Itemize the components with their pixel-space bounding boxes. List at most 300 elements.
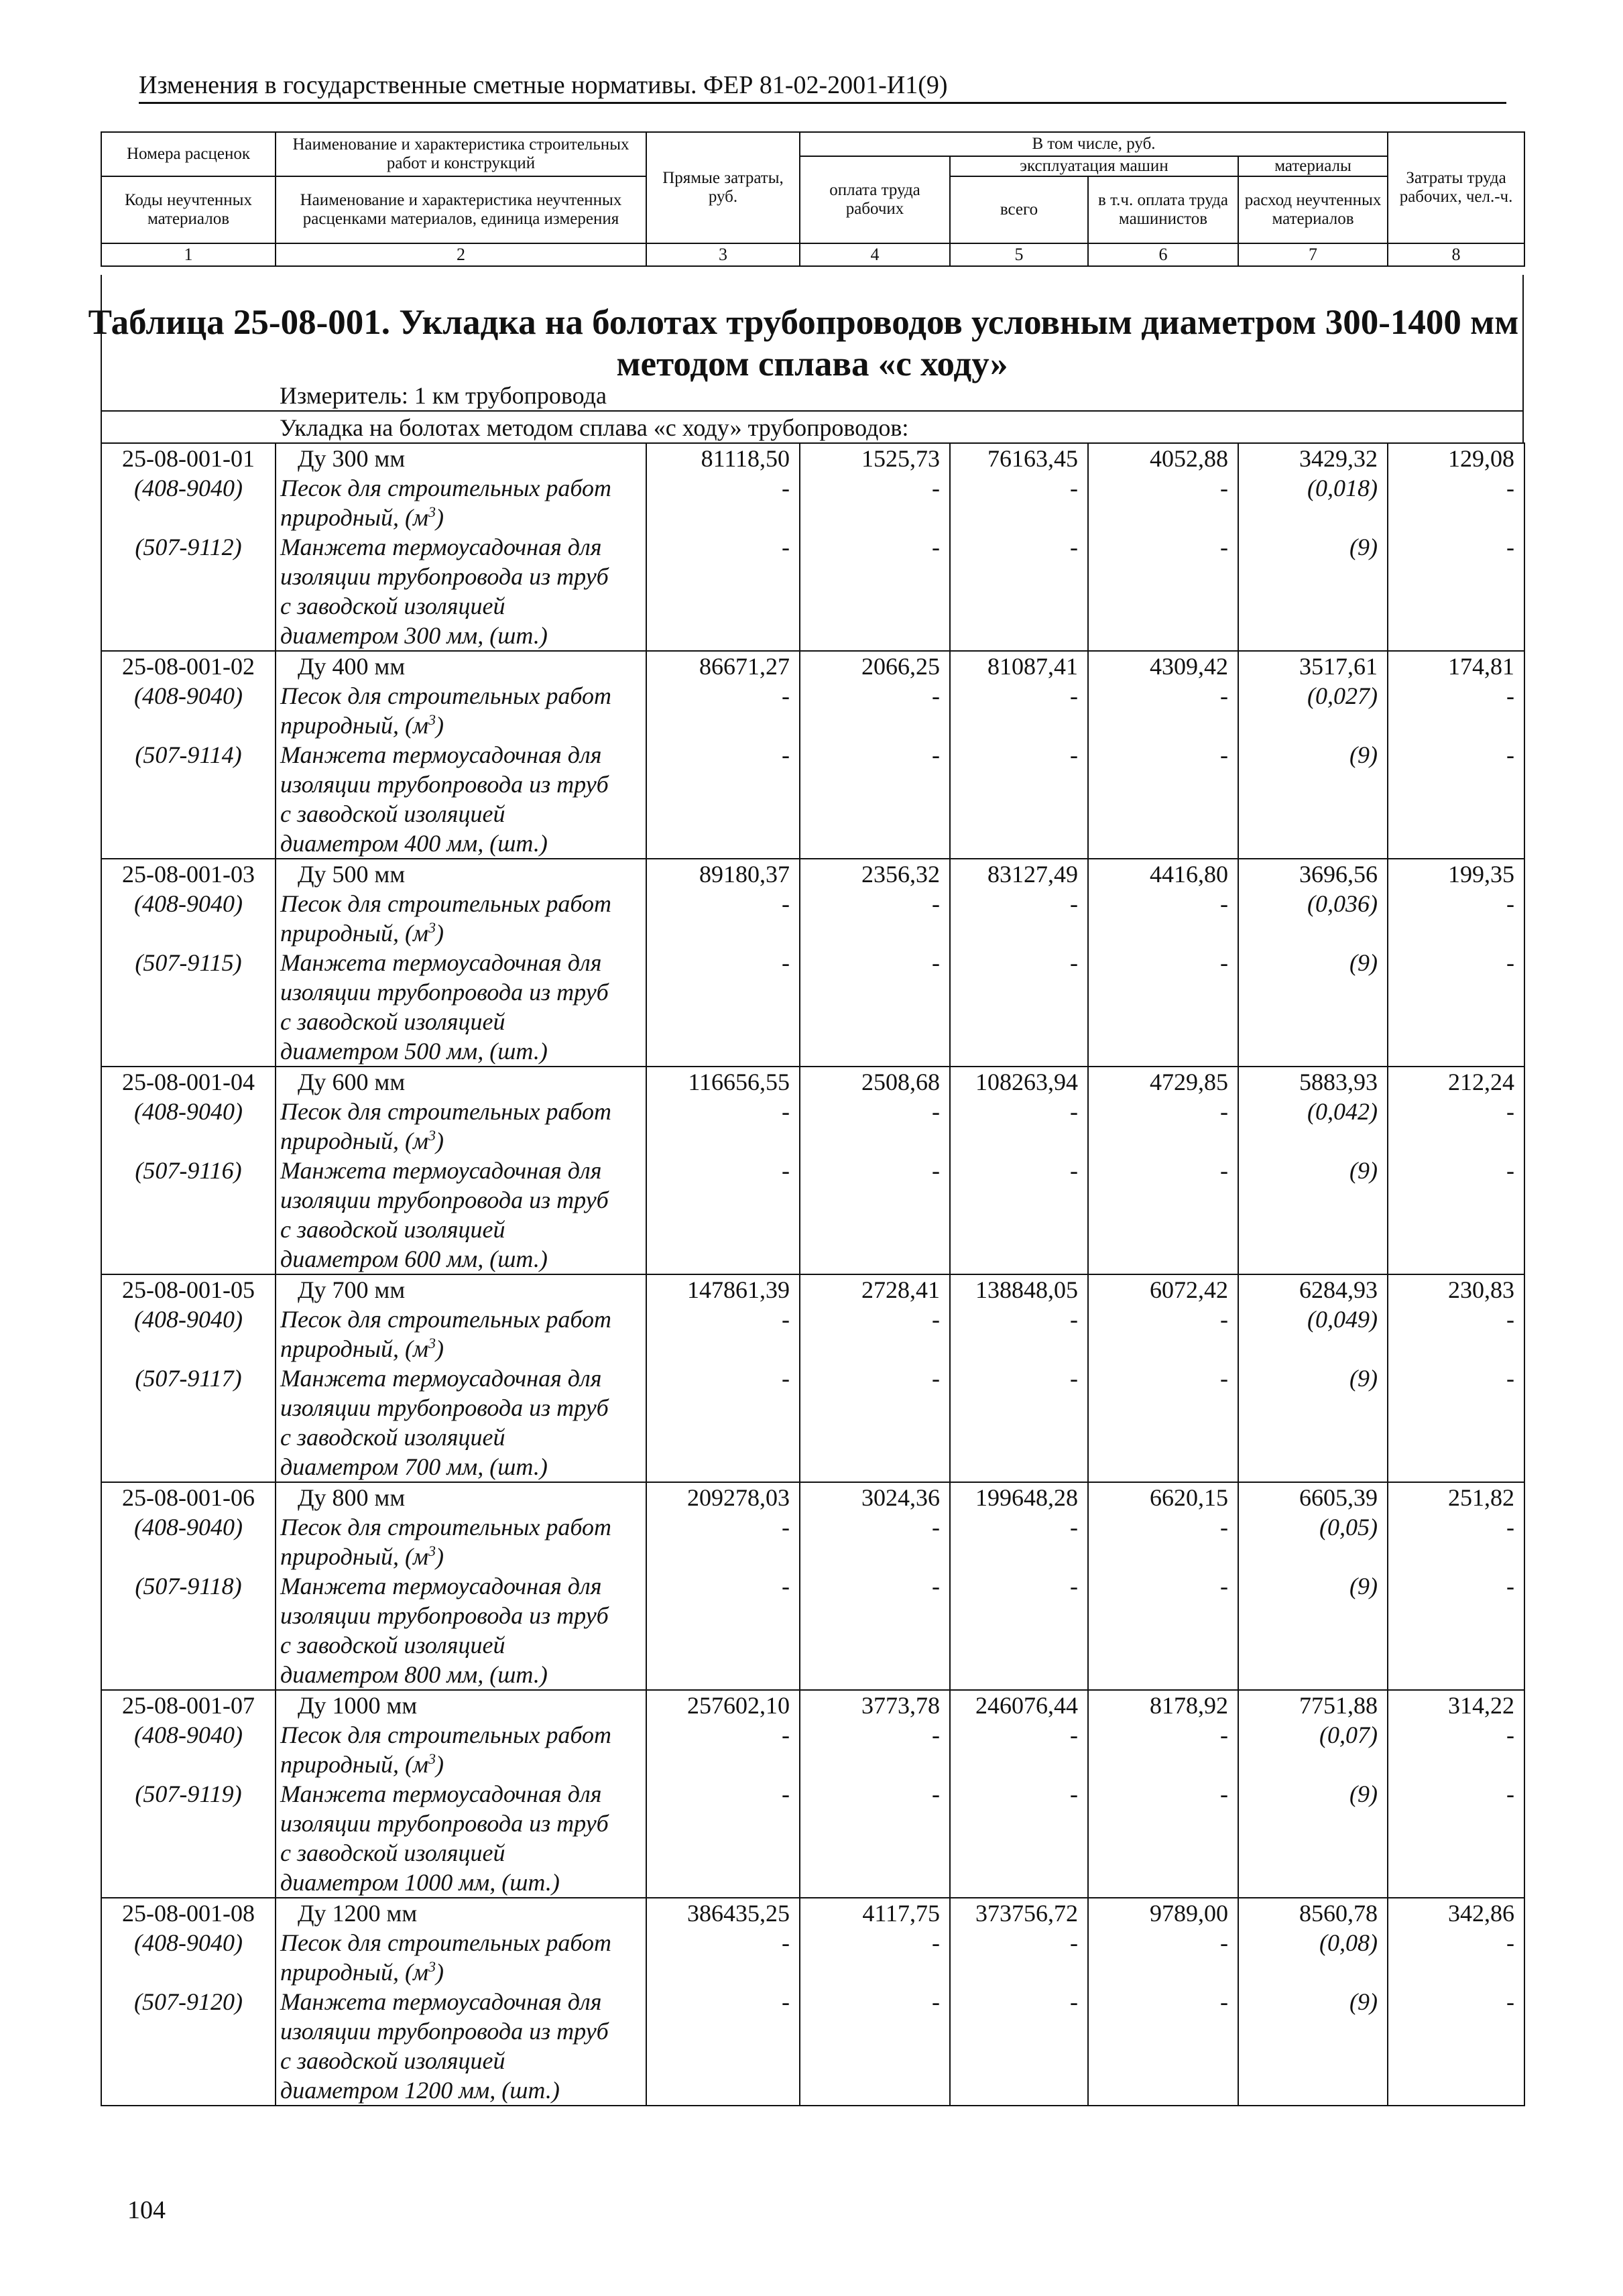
machinists-wage-cell xyxy=(1088,2075,1238,2106)
code-cell xyxy=(101,1660,276,1690)
materials-cell xyxy=(1238,770,1388,799)
name-cell xyxy=(276,1750,646,1779)
machines-total: - xyxy=(1070,1721,1078,1748)
machinists-wage-cell xyxy=(1088,1838,1238,1868)
wage-cell xyxy=(800,829,950,859)
materials-cell xyxy=(1238,711,1388,740)
name-cell xyxy=(276,1898,646,1928)
code-cell xyxy=(101,1898,276,1928)
machinists-wage-cell xyxy=(1088,1482,1238,1512)
machines-total: 108263,94 xyxy=(975,1069,1078,1095)
direct-cost-cell xyxy=(646,1215,800,1244)
name-cell xyxy=(276,532,646,562)
materials-cell xyxy=(1238,1393,1388,1423)
machines-total: - xyxy=(1070,1157,1078,1184)
material-name: Песок для строительных работ xyxy=(280,1306,612,1333)
labor-cost: - xyxy=(1506,949,1514,976)
machinists-wage-cell xyxy=(1088,1097,1238,1126)
machinists-wage-cell xyxy=(1088,1868,1238,1898)
materials-cell xyxy=(1238,1244,1388,1274)
name-cell xyxy=(276,799,646,829)
code-cell xyxy=(101,1750,276,1779)
wage-cell xyxy=(800,1720,950,1750)
name-cell xyxy=(276,977,646,1007)
machines-total-cell xyxy=(950,1007,1088,1036)
materials: 6284,93 xyxy=(1299,1276,1378,1303)
rate-row xyxy=(101,1898,1524,1928)
unit-close: ) xyxy=(435,920,444,947)
wage-cell xyxy=(800,1809,950,1838)
unit-superscript: 3 xyxy=(428,1543,436,1559)
machinists-wage-cell xyxy=(1088,948,1238,977)
unit-close: ) xyxy=(435,1543,444,1570)
labor-cost-cell xyxy=(1388,473,1524,503)
machinists-wage-cell xyxy=(1088,2046,1238,2075)
machines-total-cell xyxy=(950,2046,1088,2075)
machinists-wage: - xyxy=(1220,682,1228,709)
materials-cell xyxy=(1238,829,1388,859)
machinists-wage-cell xyxy=(1088,1660,1238,1690)
rate-subrow xyxy=(101,473,1524,503)
wage-cell xyxy=(800,1185,950,1215)
labor-cost-cell xyxy=(1388,740,1524,770)
rate-subrow xyxy=(101,1423,1524,1452)
material-code: (408-9040) xyxy=(134,1306,243,1333)
col1-header-top: Номера расценок xyxy=(101,132,276,176)
table-title xyxy=(88,275,1522,385)
material-name-text: природный, (м xyxy=(280,1128,428,1154)
materials-cell xyxy=(1238,503,1388,532)
direct-cost-cell xyxy=(646,1838,800,1868)
machinists-wage-cell xyxy=(1088,443,1238,473)
labor-cost-cell xyxy=(1388,948,1524,977)
wage: 2066,25 xyxy=(861,653,940,680)
direct-cost-cell xyxy=(646,1274,800,1305)
machines-total-cell xyxy=(950,1305,1088,1334)
name-cell xyxy=(276,2016,646,2046)
direct-cost: - xyxy=(782,1929,790,1956)
machines-total-cell xyxy=(950,1274,1088,1305)
rate-subrow xyxy=(101,1215,1524,1244)
material-name: Манжета термоусадочная для xyxy=(280,1988,602,2015)
rate-subrow xyxy=(101,2075,1524,2106)
machines-total-cell xyxy=(950,859,1088,889)
material-name: Манжета термоусадочная для xyxy=(280,1573,602,1599)
materials-cell xyxy=(1238,1423,1388,1452)
materials-cell xyxy=(1238,2075,1388,2106)
materials-cell xyxy=(1238,1305,1388,1334)
machines-total-cell xyxy=(950,740,1088,770)
machinists-wage: - xyxy=(1220,1365,1228,1392)
rate-row xyxy=(101,1690,1524,1720)
machinists-wage-cell xyxy=(1088,1957,1238,1987)
material-name-text: природный, (м xyxy=(280,920,428,947)
name-cell xyxy=(276,1274,646,1305)
material-name: Песок для строительных работ xyxy=(280,890,612,917)
direct-cost-cell xyxy=(646,1987,800,2016)
material-name-text: природный, (м xyxy=(280,1543,428,1570)
material-name: с заводской изоляцией xyxy=(280,1216,505,1243)
name-cell xyxy=(276,948,646,977)
unit-superscript: 3 xyxy=(428,503,436,520)
rate-subrow xyxy=(101,1364,1524,1393)
name-cell xyxy=(276,443,646,473)
machinists-wage-cell xyxy=(1088,740,1238,770)
machinists-wage-cell xyxy=(1088,1720,1238,1750)
unit-superscript: 3 xyxy=(428,1958,436,1975)
wage: - xyxy=(932,682,940,709)
materials: 3696,56 xyxy=(1299,861,1378,888)
rate-subrow xyxy=(101,1630,1524,1660)
direct-cost-cell xyxy=(646,1750,800,1779)
wage-cell xyxy=(800,1630,950,1660)
name-cell xyxy=(276,2046,646,2075)
machines-total-cell xyxy=(950,1067,1088,1097)
wage-cell xyxy=(800,1393,950,1423)
machinists-wage-cell xyxy=(1088,1750,1238,1779)
labor-cost-cell xyxy=(1388,2046,1524,2075)
machinists-wage-cell xyxy=(1088,681,1238,711)
wage: - xyxy=(932,475,940,501)
materials-cell xyxy=(1238,1750,1388,1779)
materials-cell xyxy=(1238,621,1388,651)
material-name xyxy=(280,504,444,531)
direct-cost: - xyxy=(782,1098,790,1125)
work-name: Ду 600 мм xyxy=(298,1069,406,1095)
machines-total: - xyxy=(1070,1306,1078,1333)
machines-total-cell xyxy=(950,1750,1088,1779)
wage-cell xyxy=(800,503,950,532)
rate-subrow xyxy=(101,1007,1524,1036)
materials-cell xyxy=(1238,473,1388,503)
machinists-wage-cell xyxy=(1088,1452,1238,1482)
machines-total-cell xyxy=(950,1482,1088,1512)
labor-cost-cell xyxy=(1388,1067,1524,1097)
code-cell xyxy=(101,1126,276,1156)
materials-cell xyxy=(1238,1097,1388,1126)
materials: (0,08) xyxy=(1319,1929,1378,1956)
machines-total-cell xyxy=(950,1423,1088,1452)
work-name: Ду 400 мм xyxy=(298,653,406,680)
machines-total: - xyxy=(1070,1988,1078,2015)
wage-cell xyxy=(800,1244,950,1274)
name-cell xyxy=(276,1512,646,1542)
materials: (9) xyxy=(1349,1780,1378,1807)
rate-subrow xyxy=(101,1601,1524,1630)
machinists-wage-cell xyxy=(1088,2016,1238,2046)
direct-cost-cell xyxy=(646,1571,800,1601)
direct-cost: - xyxy=(782,1157,790,1184)
machinists-wage-cell xyxy=(1088,1512,1238,1542)
measure-unit: Измеритель: 1 км трубопровода xyxy=(280,382,607,409)
direct-cost: - xyxy=(782,949,790,976)
machinists-wage-cell xyxy=(1088,503,1238,532)
labor-cost-cell xyxy=(1388,1720,1524,1750)
materials-cell xyxy=(1238,859,1388,889)
rate-subrow xyxy=(101,799,1524,829)
machines-total-cell xyxy=(950,2016,1088,2046)
code-cell xyxy=(101,562,276,591)
wage-cell xyxy=(800,1690,950,1720)
materials: 6605,39 xyxy=(1299,1484,1378,1511)
machinists-wage: 4416,80 xyxy=(1150,861,1228,888)
machines-total-cell xyxy=(950,1334,1088,1364)
materials-cell xyxy=(1238,1630,1388,1660)
machinists-wage-cell xyxy=(1088,1244,1238,1274)
code-cell xyxy=(101,1809,276,1838)
material-name: с заводской изоляцией xyxy=(280,1839,505,1866)
code-cell xyxy=(101,859,276,889)
wage-cell xyxy=(800,681,950,711)
name-cell xyxy=(276,1423,646,1452)
wage-cell xyxy=(800,918,950,948)
machines-total-cell xyxy=(950,503,1088,532)
name-cell xyxy=(276,1156,646,1185)
machinists-wage: - xyxy=(1220,1098,1228,1125)
materials: (0,036) xyxy=(1307,890,1378,917)
materials-cell xyxy=(1238,1185,1388,1215)
rate-row xyxy=(101,1274,1524,1305)
material-name: Манжета термоусадочная для xyxy=(280,1365,602,1392)
name-cell xyxy=(276,1868,646,1898)
divider xyxy=(102,410,1522,412)
machines-total-cell xyxy=(950,532,1088,562)
materials: 3517,61 xyxy=(1299,653,1378,680)
wage: 2728,41 xyxy=(861,1276,940,1303)
col-number: 8 xyxy=(1388,243,1524,266)
wage-cell xyxy=(800,473,950,503)
machines-total: - xyxy=(1070,949,1078,976)
code-cell xyxy=(101,2046,276,2075)
labor-cost-cell xyxy=(1388,918,1524,948)
rate-subrow xyxy=(101,740,1524,770)
materials-cell xyxy=(1238,1779,1388,1809)
material-name: изоляции трубопровода из труб xyxy=(280,2018,609,2045)
machinists-wage-cell xyxy=(1088,1809,1238,1838)
direct-cost-cell xyxy=(646,1630,800,1660)
labor-cost-cell xyxy=(1388,2075,1524,2106)
rate-subrow xyxy=(101,829,1524,859)
direct-cost: 147861,39 xyxy=(687,1276,790,1303)
labor-cost: 314,22 xyxy=(1448,1692,1514,1719)
material-name-text: природный, (м xyxy=(280,504,428,531)
wage: - xyxy=(932,949,940,976)
material-name: диаметром 700 мм, (шт.) xyxy=(280,1453,548,1480)
machines-total-cell xyxy=(950,473,1088,503)
wage-cell xyxy=(800,591,950,621)
name-cell xyxy=(276,1007,646,1036)
labor-cost-cell xyxy=(1388,1393,1524,1423)
materials-cell xyxy=(1238,1274,1388,1305)
machinists-wage-cell xyxy=(1088,1305,1238,1334)
name-cell xyxy=(276,711,646,740)
machinists-wage: - xyxy=(1220,1780,1228,1807)
material-name: с заводской изоляцией xyxy=(280,2047,505,2074)
labor-cost-cell xyxy=(1388,1542,1524,1571)
name-cell xyxy=(276,562,646,591)
name-cell xyxy=(276,591,646,621)
machines-total-cell xyxy=(950,562,1088,591)
wage: 4117,75 xyxy=(862,1900,940,1927)
labor-cost-cell xyxy=(1388,1630,1524,1660)
labor-cost-cell xyxy=(1388,1156,1524,1185)
material-code: (408-9040) xyxy=(134,890,243,917)
labor-cost: - xyxy=(1506,890,1514,917)
direct-cost-cell xyxy=(646,1156,800,1185)
material-name: Манжета термоусадочная для xyxy=(280,1157,602,1184)
material-name: Манжета термоусадочная для xyxy=(280,741,602,768)
rate-subrow xyxy=(101,1868,1524,1898)
code-cell xyxy=(101,1630,276,1660)
wage-cell xyxy=(800,1601,950,1630)
machinists-wage: - xyxy=(1220,1573,1228,1599)
labor-cost: 230,83 xyxy=(1448,1276,1514,1303)
material-name: диаметром 1000 мм, (шт.) xyxy=(280,1869,560,1896)
rates-table xyxy=(101,442,1525,2106)
rate-row xyxy=(101,651,1524,681)
material-name xyxy=(280,1128,444,1154)
column-header-table xyxy=(101,131,1525,267)
labor-cost: - xyxy=(1506,1988,1514,2015)
machinists-wage: 6072,42 xyxy=(1150,1276,1228,1303)
wage-cell xyxy=(800,1334,950,1364)
wage-cell xyxy=(800,740,950,770)
machinists-wage: 4309,42 xyxy=(1150,653,1228,680)
machines-total-cell xyxy=(950,1809,1088,1838)
machinists-wage: - xyxy=(1220,1514,1228,1540)
code-cell xyxy=(101,1067,276,1097)
wage: 1525,73 xyxy=(861,445,940,472)
name-cell xyxy=(276,1305,646,1334)
machines-total-cell xyxy=(950,1571,1088,1601)
machinists-wage-cell xyxy=(1088,1126,1238,1156)
labor-cost-cell xyxy=(1388,1571,1524,1601)
material-name: диаметром 500 мм, (шт.) xyxy=(280,1038,548,1065)
material-name: Песок для строительных работ xyxy=(280,1514,612,1540)
wage: 2356,32 xyxy=(861,861,940,888)
col-number: 2 xyxy=(276,243,646,266)
col2-header-bottom: Наименование и характеристика неучтенных расценками материалов, единица измерения xyxy=(276,176,646,243)
labor-cost-cell xyxy=(1388,770,1524,799)
rate-subrow xyxy=(101,1452,1524,1482)
direct-cost-cell xyxy=(646,1067,800,1097)
labor-cost: - xyxy=(1506,1098,1514,1125)
labor-cost: - xyxy=(1506,1514,1514,1540)
code-cell xyxy=(101,1156,276,1185)
direct-cost: - xyxy=(782,1780,790,1807)
materials-cell xyxy=(1238,948,1388,977)
machines-total: - xyxy=(1070,475,1078,501)
materials-cell xyxy=(1238,651,1388,681)
machinists-wage: - xyxy=(1220,890,1228,917)
rate-subrow xyxy=(101,562,1524,591)
code-cell xyxy=(101,1779,276,1809)
materials-cell xyxy=(1238,1987,1388,2016)
rate-subrow xyxy=(101,977,1524,1007)
material-name-text: природный, (м xyxy=(280,1751,428,1778)
rate-subrow xyxy=(101,503,1524,532)
machines-total-cell xyxy=(950,621,1088,651)
material-code: (408-9040) xyxy=(134,682,243,709)
direct-cost: 386435,25 xyxy=(687,1900,790,1927)
materials-cell xyxy=(1238,977,1388,1007)
direct-cost: - xyxy=(782,1514,790,1540)
machinists-wage-cell xyxy=(1088,1393,1238,1423)
name-cell xyxy=(276,473,646,503)
labor-cost-cell xyxy=(1388,651,1524,681)
materials-cell xyxy=(1238,1690,1388,1720)
machinists-wage-cell xyxy=(1088,1542,1238,1571)
code-cell xyxy=(101,1868,276,1898)
code-cell xyxy=(101,473,276,503)
machines-total-cell xyxy=(950,1720,1088,1750)
page-header xyxy=(139,68,1506,104)
rate-subrow xyxy=(101,2016,1524,2046)
machines-total: 199648,28 xyxy=(975,1484,1078,1511)
machines-total-cell xyxy=(950,1185,1088,1215)
rate-subrow xyxy=(101,1928,1524,1957)
direct-cost-cell xyxy=(646,443,800,473)
direct-cost-cell xyxy=(646,1601,800,1630)
labor-cost-cell xyxy=(1388,1809,1524,1838)
material-name: с заводской изоляцией xyxy=(280,1424,505,1451)
name-cell xyxy=(276,621,646,651)
materials: (9) xyxy=(1349,741,1378,768)
labor-cost-cell xyxy=(1388,711,1524,740)
machinists-wage-cell xyxy=(1088,770,1238,799)
materials-cell xyxy=(1238,2016,1388,2046)
machinists-wage-cell xyxy=(1088,1601,1238,1630)
work-name: Ду 800 мм xyxy=(298,1484,406,1511)
machines-total-cell xyxy=(950,591,1088,621)
material-code: (408-9040) xyxy=(134,1721,243,1748)
material-name: диаметром 300 мм, (шт.) xyxy=(280,622,548,649)
labor-cost: - xyxy=(1506,682,1514,709)
material-name: с заводской изоляцией xyxy=(280,1632,505,1658)
wage: - xyxy=(932,890,940,917)
code-cell xyxy=(101,2075,276,2106)
direct-cost-cell xyxy=(646,948,800,977)
name-cell xyxy=(276,1928,646,1957)
materials: 3429,32 xyxy=(1299,445,1378,472)
rate-subrow xyxy=(101,1512,1524,1542)
materials-cell xyxy=(1238,1898,1388,1928)
material-name: диаметром 800 мм, (шт.) xyxy=(280,1661,548,1688)
labor-cost-cell xyxy=(1388,1274,1524,1305)
material-name xyxy=(280,712,444,739)
machinists-wage-cell xyxy=(1088,1364,1238,1393)
labor-cost-cell xyxy=(1388,1660,1524,1690)
rate-subrow xyxy=(101,1036,1524,1067)
rate-subrow xyxy=(101,1097,1524,1126)
machines-total-cell xyxy=(950,1126,1088,1156)
direct-cost-cell xyxy=(646,562,800,591)
machinists-wage-cell xyxy=(1088,1007,1238,1036)
rate-subrow xyxy=(101,770,1524,799)
machinists-wage-cell xyxy=(1088,621,1238,651)
unit-superscript: 3 xyxy=(428,919,436,936)
materials-cell xyxy=(1238,1809,1388,1838)
direct-cost-cell xyxy=(646,859,800,889)
rate-row xyxy=(101,1482,1524,1512)
material-code: (408-9040) xyxy=(134,475,243,501)
machines-total-cell xyxy=(950,1957,1088,1987)
machinists-wage-cell xyxy=(1088,711,1238,740)
labor-cost: - xyxy=(1506,534,1514,560)
wage-cell xyxy=(800,859,950,889)
wage-cell xyxy=(800,977,950,1007)
materials-cell xyxy=(1238,1364,1388,1393)
